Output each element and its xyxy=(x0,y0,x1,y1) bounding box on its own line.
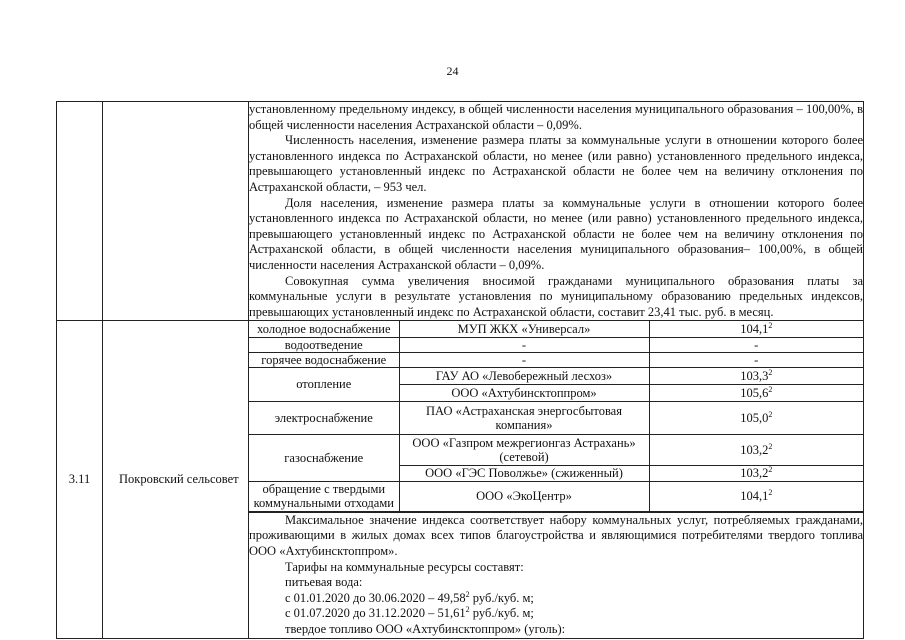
service-row xyxy=(249,434,863,465)
service-row xyxy=(249,401,863,434)
service-name: газоснабжение xyxy=(249,434,399,481)
paragraph: Доля населения, изменение размера платы за коммунальные услуги в отношении которого более установленного индекса по Астраханской области, но менее (или равно) установленного предельного индекса, превышающего установленный индекс по Астраханской области не более чем на величину отклонения по Астраханской области, в общей численности населения муниципального образования– 100,00%, в общей численности населения Астраханской области – 0,09%. xyxy=(249,195,863,272)
document-table xyxy=(56,101,864,639)
service-name: обращение с твердыми коммунальными отходами xyxy=(249,481,399,511)
service-org: ООО «Газпром межрегионгаз Астрахань» (сетевой) xyxy=(399,434,649,465)
service-index: 103,3$^2$ xyxy=(649,367,863,384)
service-index: 104,1$^2$ xyxy=(649,481,863,511)
tariff-line: с 01.07.2020 до 31.12.2020 – 51,61$^2$ руб./куб. м; xyxy=(285,605,534,621)
drinking-water-label: питьевая вода: xyxy=(285,575,363,590)
service-name: отопление xyxy=(249,367,399,401)
solid-fuel-label: твердое топливо ООО «Ахтубинсктоппром» (уголь): xyxy=(285,621,566,636)
service-index: 103,2$^2$ xyxy=(649,434,863,465)
service-index: 104,1$^2$ xyxy=(649,321,863,337)
page-number: 24 xyxy=(446,64,459,78)
services-cell xyxy=(249,321,864,513)
service-name: холодное водоснабжение xyxy=(249,321,399,337)
paragraph: Совокупная сумма увеличения вносимой гражданами муниципального образования платы за коммунальные услуги в результате установления по муниципальному образованию предельных индексов, превышающих установленный индекс по Астраханской области, составит 23,41 тыс. руб. в месяц. xyxy=(249,273,863,319)
service-org: ООО «Ахтубинсктоппром» xyxy=(399,384,649,401)
service-org: ООО «ЭкоЦентр» xyxy=(399,481,649,511)
service-index: - xyxy=(649,352,863,367)
empty-number-cell xyxy=(57,102,103,321)
service-org: - xyxy=(399,337,649,352)
tariffs-text xyxy=(249,512,864,638)
paragraph: установленному предельному индексу, в общей численности населения муниципального образования – 100,00%, в общей численности населения Астраханской области – 0,09%. xyxy=(249,102,863,132)
services-table xyxy=(249,321,863,512)
service-row xyxy=(249,337,863,352)
service-row xyxy=(249,367,863,384)
empty-name-cell xyxy=(103,102,249,321)
service-org: ПАО «Астраханская энергосбытовая компания» xyxy=(399,401,649,434)
continuation-row xyxy=(57,102,864,321)
continuation-text xyxy=(249,102,864,321)
service-row xyxy=(249,481,863,511)
tariffs-heading: Тарифы на коммунальные ресурсы составят: xyxy=(285,559,524,574)
entry-row xyxy=(57,321,864,513)
service-org: ГАУ АО «Левобережный лесхоз» xyxy=(399,367,649,384)
note-paragraph: Максимальное значение индекса соответствует набору коммунальных услуг, потребляемых гражданами, проживающими в жилых домах всех типов благоустройства и являющимися потребителями твердого топлива ООО «Ахтубинсктоппром». xyxy=(249,512,863,558)
service-index: - xyxy=(649,337,863,352)
service-org: ООО «ГЭС Поволжье» (сжиженный) xyxy=(399,465,649,481)
entry-number: 3.11 xyxy=(57,321,103,638)
service-name: горячее водоснабжение xyxy=(249,352,399,367)
service-index: 103,2$^2$ xyxy=(649,465,863,481)
tariff-line: с 01.01.2020 до 30.06.2020 – 49,58$^2$ руб./куб. м; xyxy=(285,589,534,605)
service-name: электроснабжение xyxy=(249,401,399,434)
paragraph: Численность населения, изменение размера платы за коммунальные услуги в отношении которого более установленного индекса по Астраханской области, но менее (или равно) установленного предельного индекса, превышающего установленный индекс по Астраханской области не более чем на величину отклонения по Астраханской области, – 953 чел. xyxy=(249,133,863,194)
service-row xyxy=(249,352,863,367)
service-index: 105,6$^2$ xyxy=(649,384,863,401)
service-row xyxy=(249,321,863,337)
service-name: водоотведение xyxy=(249,337,399,352)
service-org: МУП ЖКХ «Универсал» xyxy=(399,321,649,337)
service-index: 105,0$^2$ xyxy=(649,401,863,434)
service-org: - xyxy=(399,352,649,367)
entry-name: Покровский сельсовет xyxy=(103,321,249,638)
